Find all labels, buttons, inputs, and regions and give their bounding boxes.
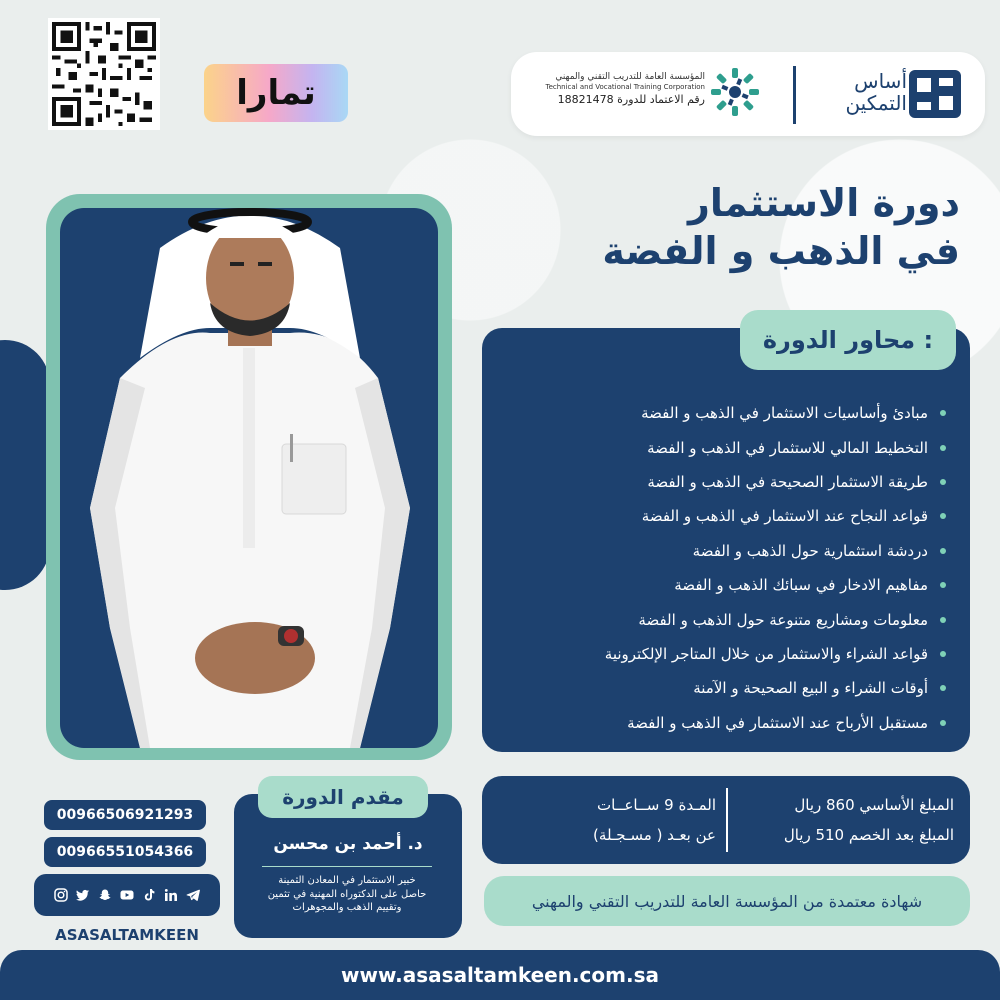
presenter-bio — [240, 874, 454, 915]
course-axes-header: محاور الدورة : — [740, 310, 956, 370]
duration-info — [498, 790, 716, 850]
list-item-text: التخطيط المالي للاستثمار في الذهب و الفضة — [647, 438, 928, 457]
presenter-photo — [60, 208, 438, 748]
accreditation-number: رقم الاعتماد للدورة 18821478 — [557, 93, 705, 107]
logos-card — [511, 52, 985, 136]
list-item-text: دردشة استثمارية حول الذهب و الفضة — [692, 541, 928, 560]
tvtc-name-en: Technical and Vocational Training Corporation — [545, 82, 705, 91]
list-item-text: قواعد الشراء والاستثمار من خلال المتاجر الإلكترونية — [604, 644, 928, 663]
qr-code-icon — [52, 22, 156, 126]
list-item-text: مستقبل الأرباح عند الاستثمار في الذهب و الفضة — [627, 713, 928, 732]
bullet-icon — [940, 548, 946, 554]
tvtc-info — [535, 72, 705, 106]
linkedin-icon[interactable] — [164, 888, 178, 902]
base-price: المبلغ الأساسي 860 ريال — [794, 796, 954, 814]
brand-logo-icon — [909, 70, 961, 118]
list-item — [500, 534, 946, 568]
list-item-text: طريقة الاستثمار الصحيحة في الذهب و الفضة — [647, 472, 928, 491]
qr-code[interactable] — [48, 18, 160, 130]
presenter-photo-frame — [46, 194, 452, 760]
list-item — [500, 671, 946, 705]
course-mode: عن بعـد ( مسـجـلة) — [593, 826, 716, 844]
list-item — [500, 430, 946, 464]
presenter-bio-line2: حاصل على الدكتوراه المهنية في تثمين — [267, 888, 427, 900]
logo-divider — [793, 66, 796, 124]
list-item-text: معلومات ومشاريع متنوعة حول الذهب و الفضة — [638, 610, 928, 629]
phone-number-1[interactable]: 00966506921293 — [44, 800, 206, 830]
bullet-icon — [940, 513, 946, 519]
brand-name-line1: أساس — [854, 69, 907, 93]
social-links — [34, 874, 220, 916]
website-footer — [0, 950, 1000, 1000]
snapchat-icon[interactable] — [98, 888, 112, 902]
tamara-badge: تمارا — [204, 64, 348, 122]
list-item — [500, 465, 946, 499]
website-link[interactable]: www.asasaltamkeen.com.sa — [341, 963, 659, 987]
tiktok-icon[interactable] — [142, 888, 156, 902]
bullet-icon — [940, 651, 946, 657]
list-item — [500, 602, 946, 636]
course-title-line1: دورة الاستثمار — [688, 181, 960, 225]
decorative-pill — [0, 340, 50, 590]
list-item-text: مبادئ وأساسيات الاستثمار في الذهب و الفضة — [641, 404, 928, 423]
course-duration: المـدة 9 ســاعــات — [597, 796, 716, 814]
pricing-card — [482, 776, 970, 864]
course-title — [520, 180, 960, 275]
bullet-icon — [940, 582, 946, 588]
tvtc-name-ar: المؤسسة العامة للتدريب التقني والمهني — [555, 72, 705, 82]
list-item-text: قواعد النجاح عند الاستثمار في الذهب و الفضة — [641, 507, 928, 526]
twitter-icon[interactable] — [76, 888, 90, 902]
course-axes-list — [500, 396, 946, 740]
presenter-tag: مقدم الدورة — [258, 776, 428, 818]
brand-name — [817, 70, 907, 114]
phone-number-2[interactable]: 00966551054366 — [44, 837, 206, 867]
bullet-icon — [940, 410, 946, 416]
social-handle: ASASALTAMKEEN — [55, 926, 199, 944]
list-item — [500, 396, 946, 430]
list-item — [500, 706, 946, 740]
list-item — [500, 637, 946, 671]
list-item-text: مفاهيم الادخار في سبائك الذهب و الفضة — [674, 576, 928, 595]
presenter-bio-line1: خبير الاستثمار في المعادن الثمينة — [278, 875, 416, 886]
bullet-icon — [940, 479, 946, 485]
bullet-icon — [940, 617, 946, 623]
presenter-divider — [262, 866, 432, 867]
tvtc-emblem-icon — [709, 66, 761, 118]
instagram-icon[interactable] — [54, 888, 68, 902]
presenter-name: د. أحمد بن محسن — [273, 834, 423, 854]
bullet-icon — [940, 685, 946, 691]
presenter-figure — [60, 208, 438, 748]
bullet-icon — [940, 720, 946, 726]
list-item-text: أوقات الشراء و البيع الصحيحة و الآمنة — [693, 679, 928, 698]
course-title-line2: في الذهب و الفضة — [602, 228, 960, 273]
telegram-icon[interactable] — [186, 888, 200, 902]
brand-name-line2: التمكين — [845, 91, 907, 115]
certificate-banner: شهادة معتمدة من المؤسسة العامة للتدريب التقني والمهني — [484, 876, 970, 926]
price-info — [732, 790, 954, 850]
youtube-icon[interactable] — [120, 888, 134, 902]
bullet-icon — [940, 445, 946, 451]
pricing-divider — [726, 788, 728, 852]
discount-price: المبلغ بعد الخصم 510 ريال — [783, 826, 954, 844]
list-item — [500, 568, 946, 602]
presenter-bio-line3: وتقييم الذهب والمجوهرات — [292, 902, 402, 913]
list-item — [500, 499, 946, 533]
